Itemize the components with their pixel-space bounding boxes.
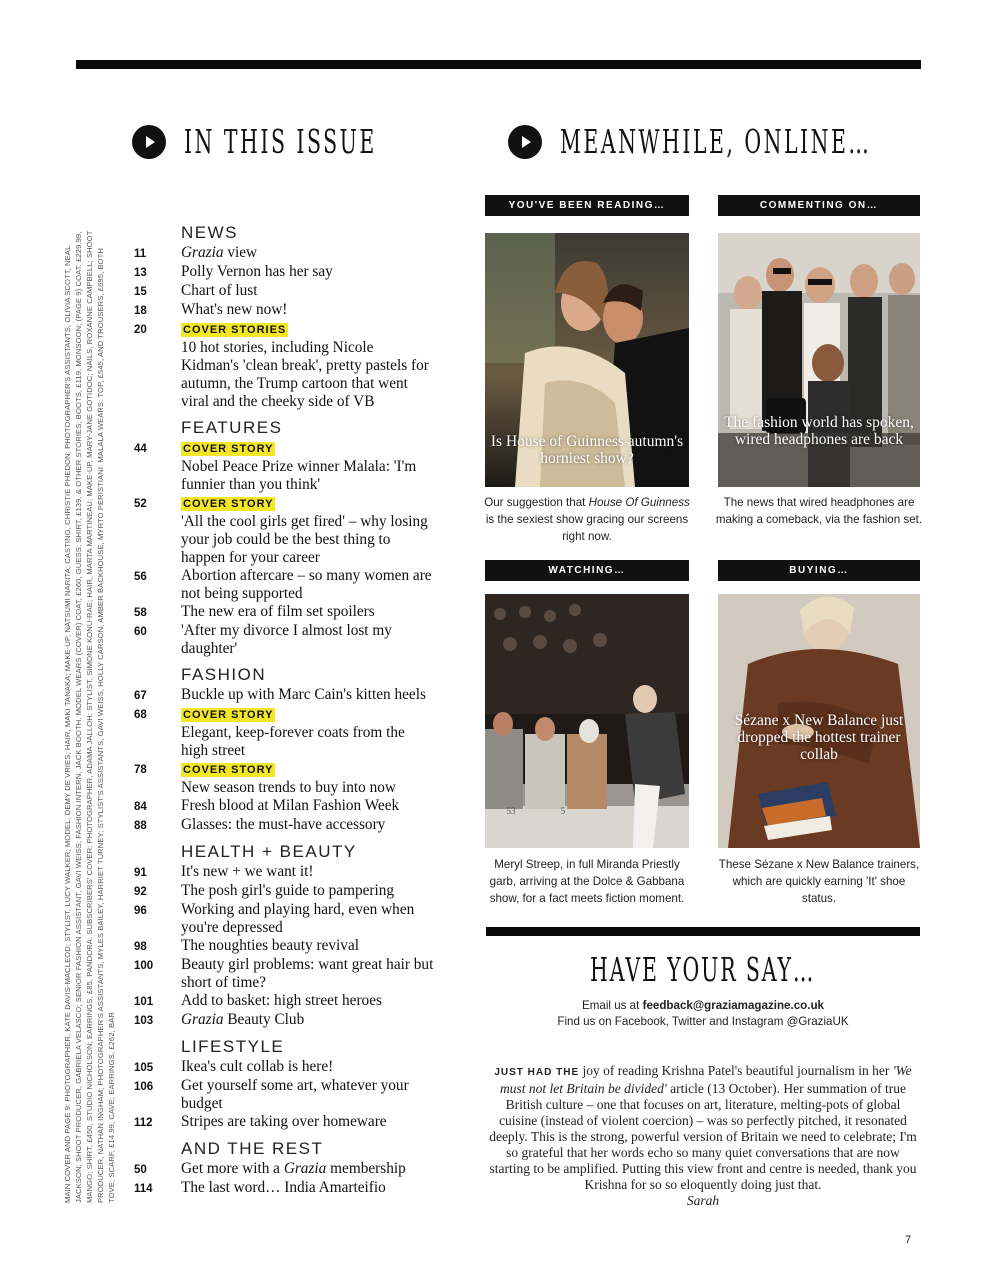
page-ref: 96	[134, 905, 147, 917]
toc-entry[interactable]	[134, 1058, 434, 1077]
toc-entry-text: COVER STORY Nobel Peace Prize winner Malala: 'I'm funnier than you think'	[181, 443, 417, 493]
toc-entry-text: What's new now!	[181, 301, 288, 318]
toc-entry-text: Grazia view	[181, 244, 258, 261]
page-ref: 88	[134, 820, 147, 832]
cover-story-badge: COVER STORY	[183, 498, 274, 510]
page-ref: 15	[134, 286, 147, 298]
page-ref: 52	[134, 498, 147, 510]
toc-entry[interactable]	[134, 863, 434, 882]
toc-entry[interactable]	[134, 494, 434, 567]
page-ref: 105	[134, 1062, 154, 1074]
page-ref: 11	[134, 248, 147, 260]
label-reading: YOU'VE BEEN READING…	[485, 195, 689, 216]
toc-entry[interactable]	[134, 1179, 434, 1198]
toc-entry-text: It's new + we want it!	[181, 863, 314, 880]
toc-entry[interactable]	[134, 901, 434, 937]
toc-entry[interactable]	[134, 244, 434, 263]
page-ref: 67	[134, 690, 147, 702]
toc-entry-text: 'After my divorce I almost lost my daughter'	[181, 622, 392, 657]
toc-entry-text: Add to basket: high street heroes	[181, 992, 382, 1009]
toc-entry-text: The last word… India Amarteifio	[181, 1179, 386, 1196]
toc-entry[interactable]	[134, 760, 434, 797]
label-buying: BUYING…	[718, 560, 920, 581]
toc-entry-text: The posh girl's guide to pampering	[181, 882, 395, 899]
section-title-health: HEALTH + BEAUTY	[181, 842, 357, 861]
cover-story-badge: COVER STORIES	[183, 324, 287, 336]
toc-entry-text: Glasses: the must-have accessory	[181, 816, 386, 833]
in-this-issue-heading: IN THIS ISSUE	[132, 122, 495, 161]
watching-caption: Meryl Streep, in full Miranda Priestly garb, arriving at the Dolce & Gabbana show, for a fact meets fiction moment.	[489, 858, 685, 905]
toc-entry-text: Grazia Beauty Club	[181, 1011, 305, 1028]
page-ref: 78	[134, 764, 147, 776]
page-ref: 101	[134, 996, 154, 1008]
toc-entry[interactable]	[134, 937, 434, 956]
commenting-caption: The news that wired headphones are making a comeback, via the fashion set.	[715, 496, 923, 526]
letter-signoff: Sarah	[686, 1193, 720, 1208]
toc-entry[interactable]	[134, 1011, 434, 1030]
toc-entry[interactable]	[134, 797, 434, 816]
toc-entry-text: The new era of film set spoilers	[181, 603, 375, 620]
buying-overlay-text: Sézane x New Balance just dropped the hottest trainer collab	[734, 712, 904, 763]
toc-entry[interactable]	[134, 567, 434, 603]
toc-entry-text: COVER STORIES 10 hot stories, including Nicole Kidman's 'clean break', pretty pastels for autumn, the Trump cartoon that went viral and the cheeky side of VB	[181, 324, 429, 410]
commenting-photo[interactable]	[718, 233, 920, 487]
toc-entry-text: Ikea's cult collab is here!	[181, 1058, 334, 1075]
toc-entry[interactable]	[134, 439, 434, 494]
have-your-say-rule	[486, 927, 920, 936]
toc-entry[interactable]	[134, 992, 434, 1011]
label-commenting: COMMENTING ON…	[718, 195, 920, 216]
toc-entry[interactable]	[134, 263, 434, 282]
page-ref: 60	[134, 626, 147, 638]
page-ref: 106	[134, 1081, 154, 1093]
page-ref: 58	[134, 607, 147, 619]
contact-info: Email us at feedback@graziamagazine.co.uk Find us on Facebook, Twitter and Instagram @GraziaUK	[486, 998, 920, 1030]
page-ref: 50	[134, 1164, 147, 1176]
photo-credits: MAIN COVER AND PAGE 9: PHOTOGRAPHER, KATE DAVIS-MACLEOD; STYLIST, LUCY WALKER; MODEL, DEMY DE VRIES; HAIR, MAKI TANAKA; MAKE-UP, NATSUMI NARITA; CASTING, CHRISTIE PHEDON; PHOTOGRAPHER'S ASSISTANTS, OLIVIA SCOTT, NEAL JACKSON; SHOOT PRODUCER, GABRIELA VELASCO; SENIOR FASHION ASSISTANT, GAVI WEISS; FASHION INTERN, JACK BOOTH. MODEL WEARS (COVER) COAT, £260, GUESS; SHIRT, £139, & OTHER STORIES; BOOTS, £119, MONSOON; (PAGE 9) COAT, £229.99, MANGO; SHIRT, £450, STUDIO NICHOLSON; EARRINGS, £85, PANDORA. SUBSCRIBERS' COVER: PHOTOGRAPHER, ADAMA JALLOH; STYLIST, SIMONE KONU-RAE; HAIR, MARTA MARTINEAU; MAKE-UP, MARY-JANE GOTIDOC; NAILS, ROXANNE CAMPBELL; SHOOT PRODUCER, NATHAN INGHAM; PHOTOGRAPHER'S ASSISTANTS, MYLES BAILEY, HARRIET TURNEY; STYLIST'S ASSISTANTS, GAVI WEISS, HOLLY CARSON, AMBER BACKHOUSE, MYRTO PERISTIANI. MALALA WEARS: TOP, £545, AND TROUSERS, £695, BOTH TOVE; SCARF, £14.99, CAVE; EARRINGS, £262, BAR	[63, 230, 116, 1203]
toc-entry[interactable]	[134, 956, 434, 992]
toc-entry[interactable]	[134, 705, 434, 760]
commenting-image	[718, 233, 920, 487]
reader-letter: JUST HAD THE joy of reading Krishna Patel's beautiful journalism in her 'We must not let Britain be divided' article (13 October). Her summation of true British culture – one that focuses on art, literature, melting-pots of global cuisine (instead of violent coercion) – was so perfectly pitched, it resonated deeply. This is the strong, powerful version of Britain we need to celebrate; I'm so grateful that her words echo so many quiet conversations that are now starting to be amplified. Putting this view front and centre is needed, thank you Krishna for so so eloquently doing just that. Sarah	[486, 1063, 920, 1209]
toc-entry[interactable]	[134, 686, 434, 705]
toc-entry[interactable]	[134, 603, 434, 622]
toc-entry-text: Get yourself some art, whatever your budget	[181, 1077, 409, 1112]
toc-entry-text: COVER STORY Elegant, keep-forever coats from the high street	[181, 709, 405, 759]
section-title-fashion: FASHION	[181, 665, 267, 684]
page-ref: 84	[134, 801, 147, 813]
meanwhile-online-heading: MEANWHILE, ONLINE…	[508, 122, 981, 161]
have-your-say-heading: HAVE YOUR SAY…	[590, 950, 816, 989]
toc-entry[interactable]	[134, 282, 434, 301]
toc-entry[interactable]	[134, 301, 434, 320]
page-ref: 56	[134, 571, 147, 583]
page-ref: 103	[134, 1015, 154, 1027]
seat-number-a: 53	[506, 806, 516, 816]
cover-story-badge: COVER STORY	[183, 764, 274, 776]
toc-entry-text: Polly Vernon has her say	[181, 263, 333, 280]
play-icon	[508, 125, 542, 159]
seat-number-b: 5	[560, 806, 566, 816]
toc-entry[interactable]	[134, 882, 434, 901]
toc-entry-text: Abortion aftercare – so many women are not being supported	[181, 567, 432, 602]
toc-entry[interactable]	[134, 320, 434, 411]
toc-entry-text: Stripes are taking over homeware	[181, 1113, 387, 1130]
section-title-rest: AND THE REST	[181, 1139, 324, 1158]
page-ref: 44	[134, 443, 147, 455]
buying-photo[interactable]	[718, 594, 920, 848]
label-watching: WATCHING…	[485, 560, 689, 581]
page-ref: 112	[134, 1117, 153, 1129]
toc-entry[interactable]	[134, 1160, 434, 1179]
reading-caption: Our suggestion that House Of Guinness is the sexiest show gracing our screens right now.	[484, 496, 690, 543]
toc-entry[interactable]	[134, 1077, 434, 1113]
toc-entry-text: Chart of lust	[181, 282, 258, 299]
section-title-features: FEATURES	[181, 418, 283, 437]
toc-entry[interactable]	[134, 1113, 434, 1132]
toc-entry-text: Beauty girl problems: want great hair but short of time?	[181, 956, 434, 991]
page-ref: 20	[134, 324, 147, 336]
cover-story-badge: COVER STORY	[183, 709, 274, 721]
reading-overlay-text: Is House of Guinness autumn's horniest show?	[490, 433, 684, 467]
page-ref: 98	[134, 941, 147, 953]
toc-entry-text: Working and playing hard, even when you're depressed	[181, 901, 415, 936]
toc-entry-text: COVER STORY New season trends to buy into now	[181, 764, 396, 796]
page-ref: 100	[134, 960, 154, 972]
cover-story-badge: COVER STORY	[183, 443, 274, 455]
toc-entry-text: COVER STORY 'All the cool girls get fired' – why losing your job could be the best thing to happen for your career	[181, 498, 428, 566]
top-rule	[76, 60, 921, 69]
watching-image	[485, 594, 689, 848]
table-of-contents	[134, 222, 434, 1198]
toc-entry[interactable]	[134, 816, 434, 835]
buying-caption: These Sézane x New Balance trainers, which are quickly earning 'It' shoe status.	[718, 858, 920, 905]
page-ref: 68	[134, 709, 147, 721]
section-title-lifestyle: LIFESTYLE	[181, 1037, 285, 1056]
email-link[interactable]: feedback@graziamagazine.co.uk	[642, 999, 824, 1012]
page-ref: 114	[134, 1183, 153, 1195]
toc-entry-text: Get more with a Grazia membership	[181, 1160, 406, 1177]
toc-entry-text: Buckle up with Marc Cain's kitten heels	[181, 686, 426, 703]
page-number: 7	[905, 1234, 912, 1246]
toc-entry-text: Fresh blood at Milan Fashion Week	[181, 797, 400, 814]
page-ref: 91	[134, 867, 147, 879]
watching-photo[interactable]	[485, 594, 689, 848]
toc-entry[interactable]	[134, 622, 434, 658]
page-ref: 18	[134, 305, 147, 317]
commenting-overlay-text: The fashion world has spoken, wired headphones are back	[724, 414, 914, 448]
reading-photo[interactable]	[485, 233, 689, 487]
page-ref: 92	[134, 886, 147, 898]
toc-entry-text: The noughties beauty revival	[181, 937, 359, 954]
play-icon	[132, 125, 166, 159]
page-ref: 13	[134, 267, 147, 279]
social-line: Find us on Facebook, Twitter and Instagram @GraziaUK	[557, 1015, 849, 1028]
section-title-news: NEWS	[181, 223, 238, 242]
